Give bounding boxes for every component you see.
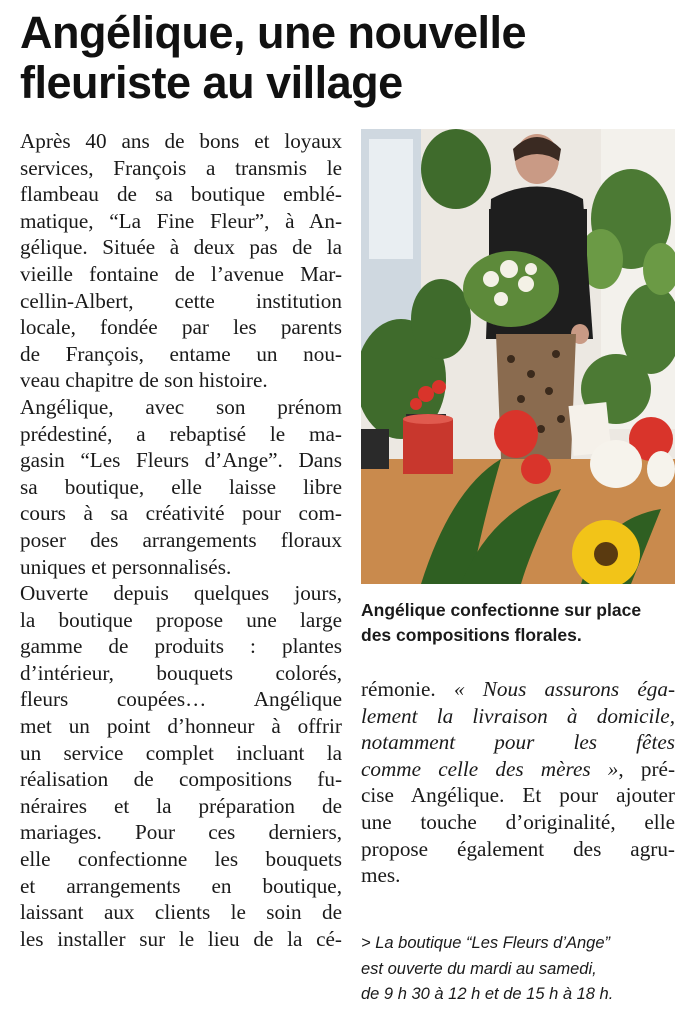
body-line: sa boutique, elle laisse libre xyxy=(20,474,342,499)
body-line: gamme de produits : plantes xyxy=(20,634,342,659)
info-line-2: est ouverte du mardi au samedi, xyxy=(361,959,597,978)
article-body-right-column xyxy=(361,676,675,889)
body-line: matique, “La Fine Fleur”, à An- xyxy=(20,208,342,233)
body-line: fleurs coupées… Angélique xyxy=(20,687,342,712)
body-line: néraires et la préparation de xyxy=(20,793,342,818)
body-line: un service complet incluant la xyxy=(20,740,342,765)
body-line: les installer sur le lieu de la cé- xyxy=(20,926,342,951)
florist-photo-illustration xyxy=(361,129,675,584)
body-line: cellin-Albert, cette institution xyxy=(20,288,342,313)
body-line xyxy=(361,756,675,783)
quote-text: notamment pour les fêtes xyxy=(361,730,675,755)
info-line-1: > La boutique “Les Fleurs d’Ange” xyxy=(361,934,611,952)
body-line: prédestiné, a rebaptisé le ma- xyxy=(20,421,342,446)
body-line: gasin “Les Fleurs d’Ange”. Dans xyxy=(20,448,342,473)
body-line: propose également des agru- xyxy=(361,836,675,861)
body-line xyxy=(361,729,675,756)
headline-line-1: Angélique, une nouvelle xyxy=(20,7,527,58)
caption-line-2: des compositions florales. xyxy=(361,625,582,645)
quote-text: comme celle des mères » xyxy=(361,756,619,781)
body-line: Ouverte depuis quelques jours, xyxy=(20,581,342,606)
body-line xyxy=(361,703,675,730)
body-line: poser des arrangements floraux xyxy=(20,527,342,552)
body-line: services, François a transmis le xyxy=(20,155,342,180)
body-line: elle confectionne les bouquets xyxy=(20,847,342,872)
quote-text: « Nous assurons éga- xyxy=(453,677,675,701)
body-line: mes. xyxy=(361,863,401,888)
article-body-left-column xyxy=(20,128,342,952)
body-line: réalisation de compositions fu- xyxy=(20,767,342,792)
body-line: gélique. Située à deux pas de la xyxy=(20,235,342,260)
photo-caption xyxy=(361,598,675,648)
caption-line-1: Angélique confectionne sur place xyxy=(361,600,642,620)
body-line: cise Angélique. Et pour ajouter xyxy=(361,783,675,808)
body-line: flambeau de sa boutique emblé- xyxy=(20,182,342,207)
body-line: la boutique propose une large xyxy=(20,607,342,632)
body-text-roman: rémonie. xyxy=(361,677,454,701)
florist-photo xyxy=(361,129,675,584)
body-line: uniques et personnalisés. xyxy=(20,554,232,579)
body-line: de François, entame un nou- xyxy=(20,341,342,366)
body-line: veau chapitre de son histoire. xyxy=(20,368,268,393)
opening-hours-info xyxy=(361,931,675,1008)
info-line-3: de 9 h 30 à 12 h et de 15 h à 18 h. xyxy=(361,985,614,1003)
body-line: mariages. Pour ces derniers, xyxy=(20,820,342,845)
body-line: une touche d’originalité, elle xyxy=(361,809,675,834)
body-line: et arrangements en boutique, xyxy=(20,873,342,898)
quote-text: lement la livraison à domicile, xyxy=(361,703,675,728)
body-line: locale, fondée par les parents xyxy=(20,315,342,340)
body-line: cours à sa créativité pour com- xyxy=(20,501,342,526)
body-line: vieille fontaine de l’avenue Mar- xyxy=(20,261,342,286)
body-line xyxy=(361,676,675,703)
body-line: met un point d’honneur à offrir xyxy=(20,714,342,739)
headline-line-2: fleuriste au village xyxy=(20,57,403,108)
body-text-roman: , pré- xyxy=(618,756,676,781)
body-line: Angélique, avec son prénom xyxy=(20,394,342,419)
body-line: d’intérieur, bouquets colorés, xyxy=(20,660,342,685)
body-line: Après 40 ans de bons et loyaux xyxy=(20,129,342,153)
body-line: laissant aux clients le soin de xyxy=(20,900,342,925)
article-headline xyxy=(20,8,660,108)
